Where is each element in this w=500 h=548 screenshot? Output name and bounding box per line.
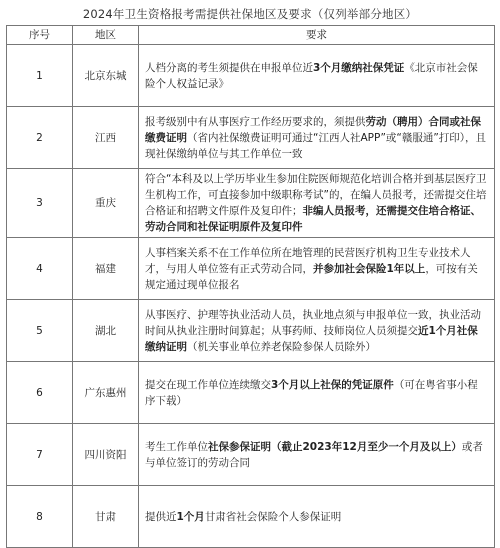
requirement-emphasis: 并参加社会保险1年以上 bbox=[313, 262, 426, 275]
row-requirement bbox=[139, 486, 495, 548]
requirement-text: （省内社保缴费证明可通过“江西人社APP”或“赣服通”打印），且现社保缴纳单位与其工作单位一致 bbox=[145, 131, 487, 160]
table-row bbox=[7, 300, 495, 362]
requirement-text: 《北京市社会保险个人权益记录》 bbox=[145, 61, 478, 90]
header-index: 序号 bbox=[7, 26, 73, 45]
requirement-emphasis: 3个月以上社保的凭证原件 bbox=[271, 378, 394, 391]
row-requirement bbox=[139, 107, 495, 169]
header-row bbox=[7, 26, 495, 45]
table-row bbox=[7, 486, 495, 548]
row-region: 湖北 bbox=[73, 300, 139, 362]
requirement-text: 符合“本科及以上学历毕业生参加住院医师规范化培训合格并到基层医疗卫生机构工作，可直接参加中级职称考试”的，在编人员报考，还需提交住培合格证和招聘文件原件及复印件； bbox=[145, 173, 487, 217]
requirement-text: 甘肃省社会保险个人参保证明 bbox=[204, 510, 342, 523]
social-security-requirements-table bbox=[6, 25, 495, 548]
table-row bbox=[7, 424, 495, 486]
table-row bbox=[7, 362, 495, 424]
table-row bbox=[7, 169, 495, 238]
requirement-text: 提交在现工作单位连续缴交 bbox=[145, 378, 271, 391]
requirement-text: ，可按有关规定通过现单位报名 bbox=[145, 262, 478, 291]
requirement-text: 提供近 bbox=[145, 510, 177, 523]
row-index: 3 bbox=[7, 169, 73, 238]
row-index: 5 bbox=[7, 300, 73, 362]
requirement-emphasis: 3个月缴纳社保凭证 bbox=[313, 61, 405, 74]
requirement-emphasis: 1个月 bbox=[176, 510, 205, 523]
row-requirement bbox=[139, 362, 495, 424]
requirement-emphasis: 近1个月社保缴纳证明 bbox=[145, 324, 478, 353]
row-index: 7 bbox=[7, 424, 73, 486]
requirement-text: 人档分离的考生须提供在申报单位近 bbox=[145, 61, 313, 74]
header-region: 地区 bbox=[73, 26, 139, 45]
row-region: 四川资阳 bbox=[73, 424, 139, 486]
requirement-text: 或者与单位签订的劳动合同 bbox=[145, 440, 483, 469]
row-region: 甘肃 bbox=[73, 486, 139, 548]
row-index: 6 bbox=[7, 362, 73, 424]
requirement-text: 人事档案关系不在工作单位所在地管理的民营医疗机构卫生专业技术人才，与用人单位签有正式劳动合同， bbox=[145, 246, 471, 275]
requirement-text: 考生工作单位 bbox=[145, 440, 208, 453]
row-requirement bbox=[139, 300, 495, 362]
row-requirement bbox=[139, 238, 495, 300]
row-index: 4 bbox=[7, 238, 73, 300]
requirement-text: 从事医疗、护理等执业活动人员，执业地点须与申报单位一致，执业活动时间从执业注册时间算起；从事药师、技师岗位人员须提交 bbox=[145, 308, 481, 337]
row-region: 重庆 bbox=[73, 169, 139, 238]
requirement-emphasis: 非编人员报考，还需提交住培合格证、劳动合同和社保证明原件及复印件 bbox=[145, 205, 481, 233]
row-requirement bbox=[139, 424, 495, 486]
requirement-emphasis: 社保参保证明（截止2023年12月至少一个月及以上） bbox=[208, 440, 462, 453]
row-index: 1 bbox=[7, 45, 73, 107]
requirement-text: 报考级别中有从事医疗工作经历要求的，须提供 bbox=[145, 115, 366, 128]
table-row bbox=[7, 238, 495, 300]
row-region: 福建 bbox=[73, 238, 139, 300]
header-requirement: 要求 bbox=[139, 26, 495, 45]
requirement-text: （机关事业单位养老保险参保人员除外） bbox=[187, 340, 376, 353]
requirement-emphasis: 劳动（聘用）合同或社保缴费证明 bbox=[145, 115, 481, 144]
row-index: 2 bbox=[7, 107, 73, 169]
table-row bbox=[7, 45, 495, 107]
row-region: 江西 bbox=[73, 107, 139, 169]
requirement-text: （可在粤省事小程序下载） bbox=[145, 378, 478, 407]
row-region: 北京东城 bbox=[73, 45, 139, 107]
row-requirement bbox=[139, 45, 495, 107]
table-row bbox=[7, 107, 495, 169]
table-title: 2024年卫生资格报考需提供社保地区及要求（仅列举部分地区） bbox=[82, 7, 418, 21]
row-index: 8 bbox=[7, 486, 73, 548]
row-requirement bbox=[139, 169, 495, 238]
row-region: 广东惠州 bbox=[73, 362, 139, 424]
